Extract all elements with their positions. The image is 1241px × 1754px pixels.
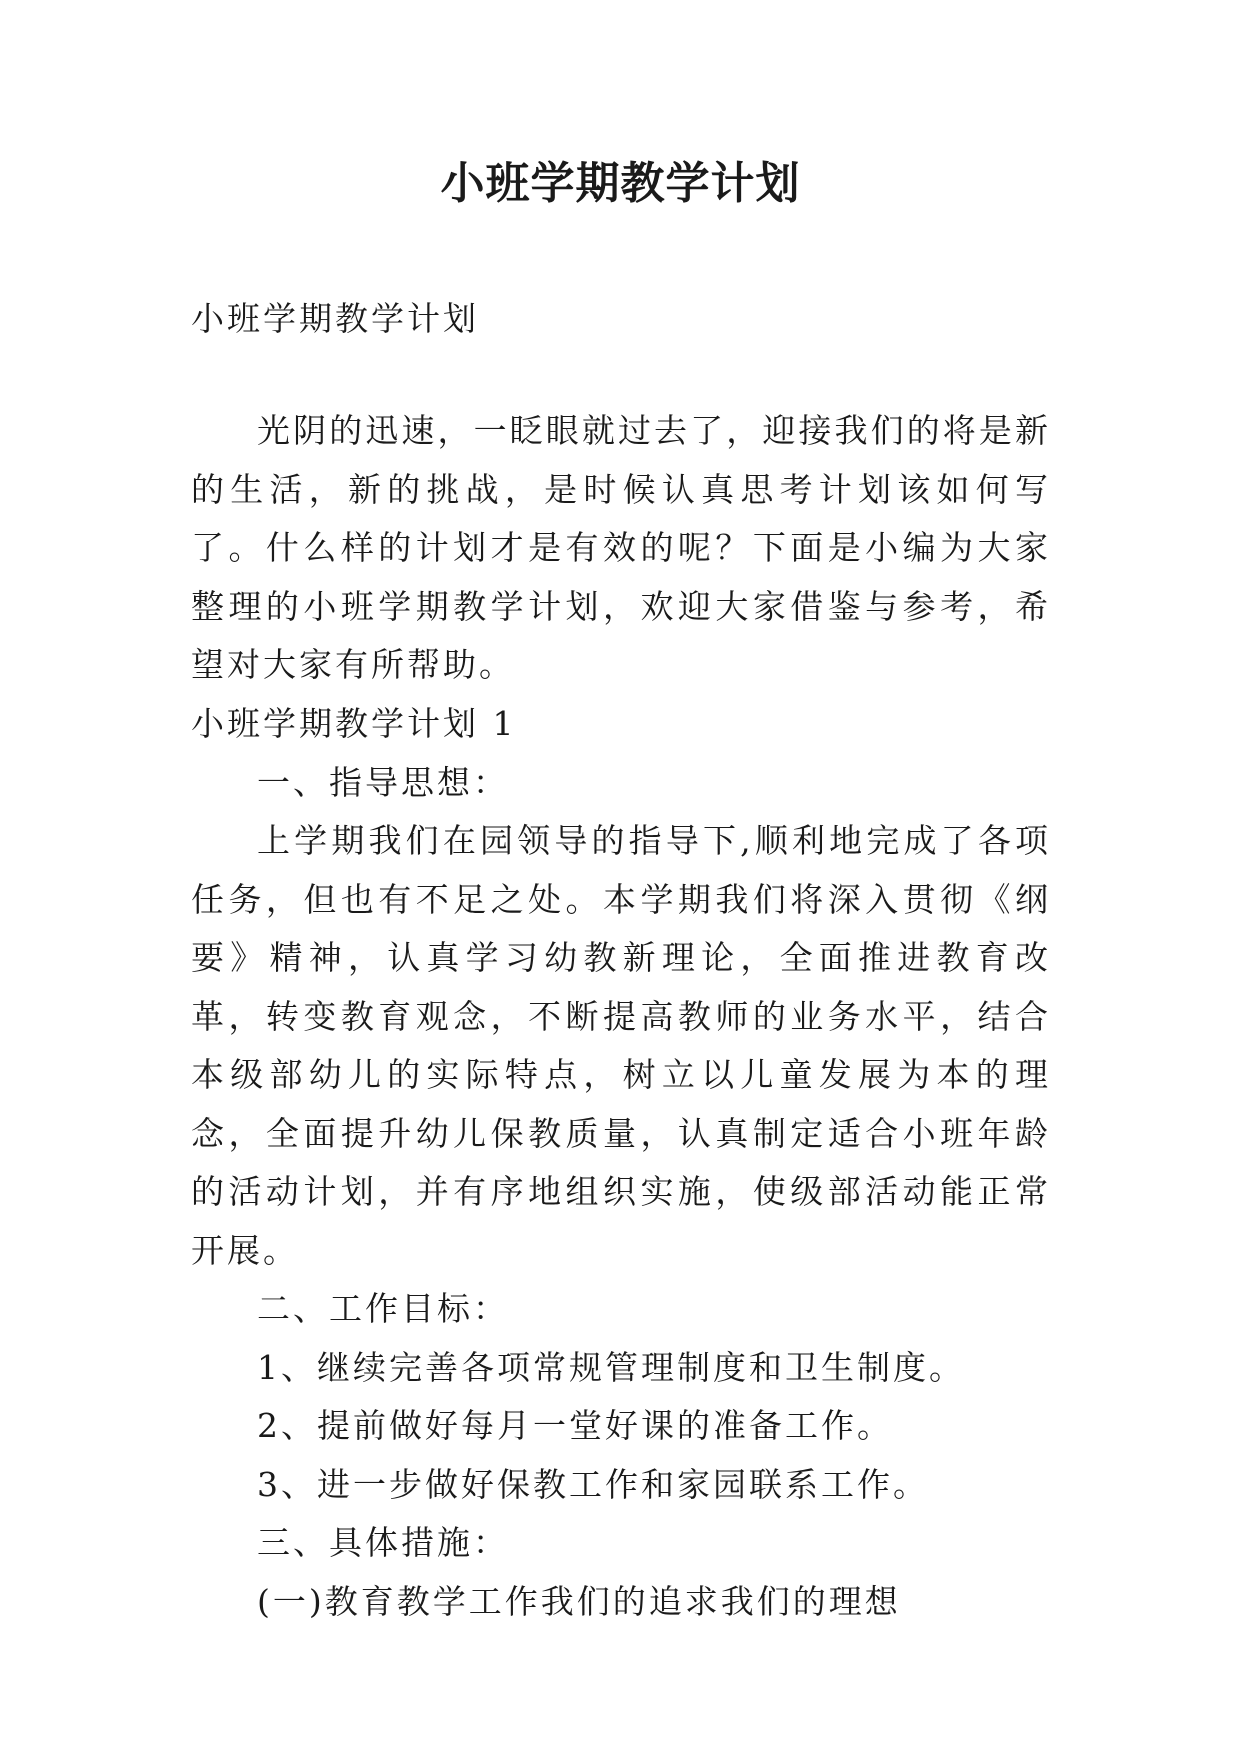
- heading-work-goals: 二、工作目标：: [257, 1289, 509, 1328]
- plan-body: [191, 695, 1051, 1631]
- goal-item: 1、继续完善各项常规管理制度和卫生制度。: [257, 1347, 965, 1387]
- section-title: 小班学期教学计划 1: [191, 704, 517, 743]
- measure-item: (一)教育教学工作我们的追求我们的理想: [257, 1581, 901, 1621]
- heading-specific-measures: 三、具体措施：: [257, 1523, 509, 1562]
- paragraph-guiding-ideology: 上学期我们在园领导的指导下,顺利地完成了各项任务，但也有不足之处。本学期我们将深入贯彻《纲要》精神，认真学习幼教新理论，全面推进教育改革，转变教育观念，不断提高教师的业务水平，结合本级部幼儿的实际特点，树立以儿童发展为本的理念，全面提升幼儿保教质量，认真制定适合小班年龄的活动计划，并有序地组织实施，使级部活动能正常开展。: [191, 821, 1051, 1270]
- document-title: 小班学期教学计划: [440, 158, 801, 209]
- goal-item: 3、进一步做好保教工作和家园联系工作。: [257, 1464, 929, 1504]
- intro-paragraph: 光阴的迅速，一眨眼就过去了，迎接我们的将是新的生活，新的挑战，是时候认真思考计划该如何写了。什么样的计划才是有效的呢？下面是小编为大家整理的小班学期教学计划，欢迎大家借鉴与参考，希望对大家有所帮助。: [191, 411, 1051, 684]
- goal-item: 2、提前做好每月一堂好课的准备工作。: [257, 1406, 893, 1445]
- document-subtitle: 小班学期教学计划: [191, 299, 479, 338]
- heading-guiding-ideology: 一、指导思想：: [257, 762, 509, 802]
